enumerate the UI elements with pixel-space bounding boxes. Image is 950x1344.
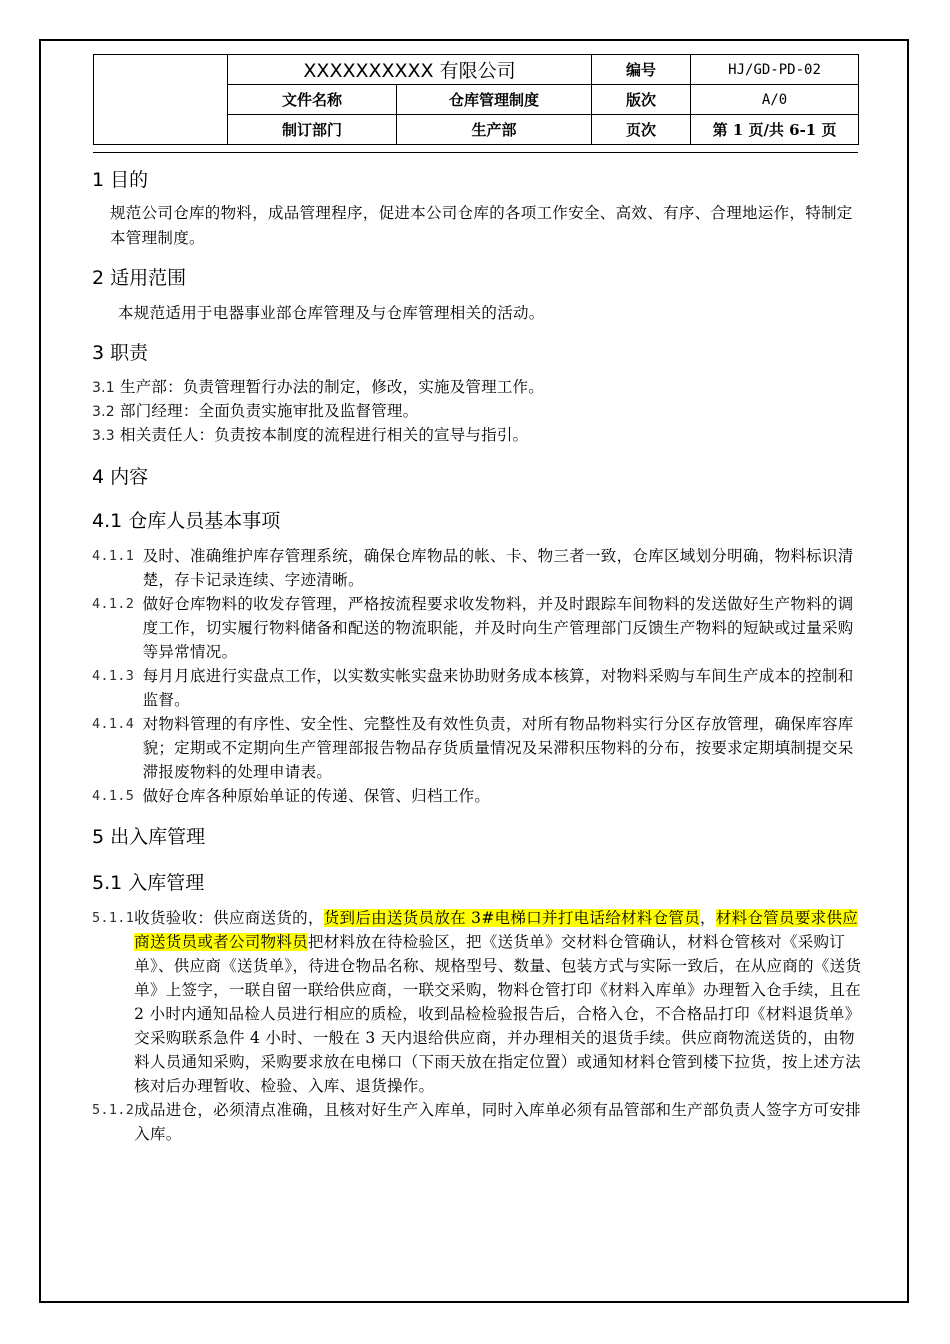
list-item: 5.1.2 成品进仓，必须清点准确，且核对好生产入库单，同时入库单必须有品管部和生产部负责人签字方可安排入库。 xyxy=(92,1101,861,1143)
section-5-1-title: 5.1 入库管理 xyxy=(92,872,205,894)
department-value: 生产部 xyxy=(397,115,592,145)
company-name: XXXXXXXXXX 有限公司 xyxy=(228,55,592,85)
list-item: 4.1.1 及时、准确维护库存管理系统，确保仓库物品的帐、卡、物三者一致，仓库区域划分明确，物料标识清楚，存卡记录连续、字迹清晰。 xyxy=(92,547,854,589)
document-body xyxy=(92,167,862,1146)
list-item: 5.1.1 收货验收：供应商送货的，货到后由送货员放在 3#电梯口并打电话给材料仓管员，材料仓管员要求供应商送货员或者公司物料员把材料放在待检验区，把《送货单》交材料仓管确认，材料仓管核对《采购订单》、供应商《送货单》，待进仓物品名称、规格型号、数量、包装方式与实际一致后，在从应商的《送货单》上签字，一联自留一联给供应商，一联交采购，物料仓管打印《材料入库单》办理暂入仓手续，且在 2 小时内通知品检人员进行相应的质检，收到品检检验报告后，合格入仓，不合格品打印《材料退货单》交采购联系急件 4 小时、一般在 3 天内退给供应商，并办理相关的退货手续。供应商物流送货的，由物料人员通知采购，采购要求放在电梯口（下雨天放在指定位置）或通知材料仓管到楼下拉货，按上述方法核对后办理暂收、检验、入库、退货操作。 xyxy=(92,909,862,1095)
section-2-title: 2 适用范围 xyxy=(92,267,187,289)
version-value: A/0 xyxy=(691,85,859,115)
page-label: 页次 xyxy=(592,115,691,145)
list-item: 4.1.3 每月月底进行实盘点工作，以实数实帐实盘来协助财务成本核算，对物料采购与车间生产成本的控制和监督。 xyxy=(92,667,854,709)
list-item: 4.1.2 做好仓库物料的收发存管理，严格按流程要求收发物料，并及时跟踪车间物料的发送做好生产物料的调度工作，切实履行物料储备和配送的物流职能，并及时向生产管理部门反馈生产物料的短缺或过量采购等异常情况。 xyxy=(92,595,854,661)
highlighted-text: 货到后由送货员放在 3#电梯口并打电话给材料仓管员 xyxy=(323,909,701,927)
responsibility-item: 3.2 部门经理：全面负责实施审批及监督管理。 xyxy=(92,402,419,420)
section-1-title: 1 目的 xyxy=(92,169,149,191)
code-label: 编号 xyxy=(592,55,691,85)
section-4-1-title: 4.1 仓库人员基本事项 xyxy=(92,510,281,532)
section-3-title: 3 职责 xyxy=(92,342,149,364)
section-1-body: 规范公司仓库的物料，成品管理程序，促进本公司仓库的各项工作安全、高效、有序、合理地运作，特制定本管理制度。 xyxy=(110,204,853,247)
section-4-title: 4 内容 xyxy=(92,466,149,488)
list-item: 4.1.5 做好仓库各种原始单证的传递、保管、归档工作。 xyxy=(92,787,491,805)
highlighted-text: 材料仓管员要求供应商送货员或者公司物料员 xyxy=(134,909,859,951)
responsibility-item: 3.1 生产部：负责管理暂行办法的制定，修改，实施及管理工作。 xyxy=(92,378,544,396)
department-label: 制订部门 xyxy=(228,115,397,145)
file-name-value: 仓库管理制度 xyxy=(397,85,592,115)
responsibility-item: 3.3 相关责任人：负责按本制度的流程进行相关的宣导与指引。 xyxy=(92,426,529,444)
page-value: 第 1 页/共 6-1 页 xyxy=(691,115,859,145)
file-name-label: 文件名称 xyxy=(228,85,397,115)
section-3-list xyxy=(92,376,862,448)
section-5-title: 5 出入库管理 xyxy=(92,826,206,848)
document-header-table xyxy=(93,54,859,145)
version-label: 版次 xyxy=(592,85,691,115)
code-value: HJ/GD-PD-02 xyxy=(691,55,859,85)
header-divider xyxy=(93,152,858,153)
section-2-body: 本规范适用于电器事业部仓库管理及与仓库管理相关的活动。 xyxy=(118,304,545,322)
logo-cell xyxy=(94,55,228,145)
list-item: 4.1.4 对物料管理的有序性、安全性、完整性及有效性负责，对所有物品物料实行分区存放管理，确保库容库貌；定期或不定期向生产管理部报告物品存货质量情况及呆滞积压物料的分布，按要求定期填制提交呆滞报废物料的处理申请表。 xyxy=(92,715,854,781)
